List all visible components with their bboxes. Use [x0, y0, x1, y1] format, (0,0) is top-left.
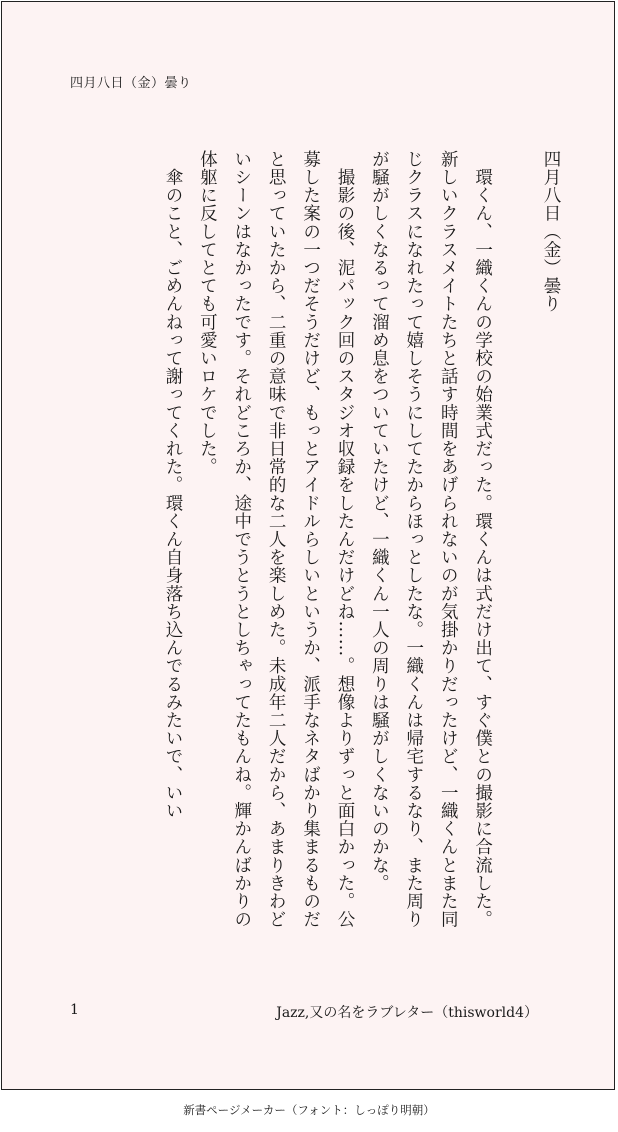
generator-caption: 新書ページメーカー（フォント：しっぽり明朝） — [183, 1103, 435, 1117]
paragraph-3: 傘のこと、ごめんねって謝ってくれた。環くん自身落ち込んでるみたいで、いい — [162, 150, 183, 820]
source-credit: Jazz,又の名をラブレター（thisworld4） — [276, 1005, 538, 1021]
chapter-title: 四月八日（金）曇り — [541, 150, 561, 313]
book-page — [1, 1, 615, 1090]
paragraph-2: 撮影の後、泥パック回のスタジオ収録をしたんだけどね……。想像よりずっと面白かった。公募した案の一つだそうだけど、もっとアイドルらしいというか、派手なネタばかり集まるものだと思っていたから、二重の意味で非日常的な二人を楽しめた。未成年二人だから、あまりきわどいシーンはなかったです。それどころか、途中でうとうとしちゃってたもんね。輝かんばかりの体躯に反してとても可愛いロケでした。 — [197, 150, 355, 929]
running-header: 四月八日（金）曇り — [70, 76, 192, 91]
paragraph-1: 環くん、一織くんの学校の始業式だった。環くんは式だけ出て、すぐ僕との撮影に合流した。新しいクラスメイトたちと話す時間をあげられないのが気掛かりだったけど、一織くんとまた同じクラスになれたって嬉しそうにしてたからほっとしたな。一織くんは帰宅するなり、また周りが騒がしくなるって溜め息をついていたけど、一織くん一人の周りは騒がしくないのかな。 — [369, 150, 493, 929]
page-number: 1 — [70, 1002, 79, 1018]
vertical-body-text — [78, 150, 568, 942]
